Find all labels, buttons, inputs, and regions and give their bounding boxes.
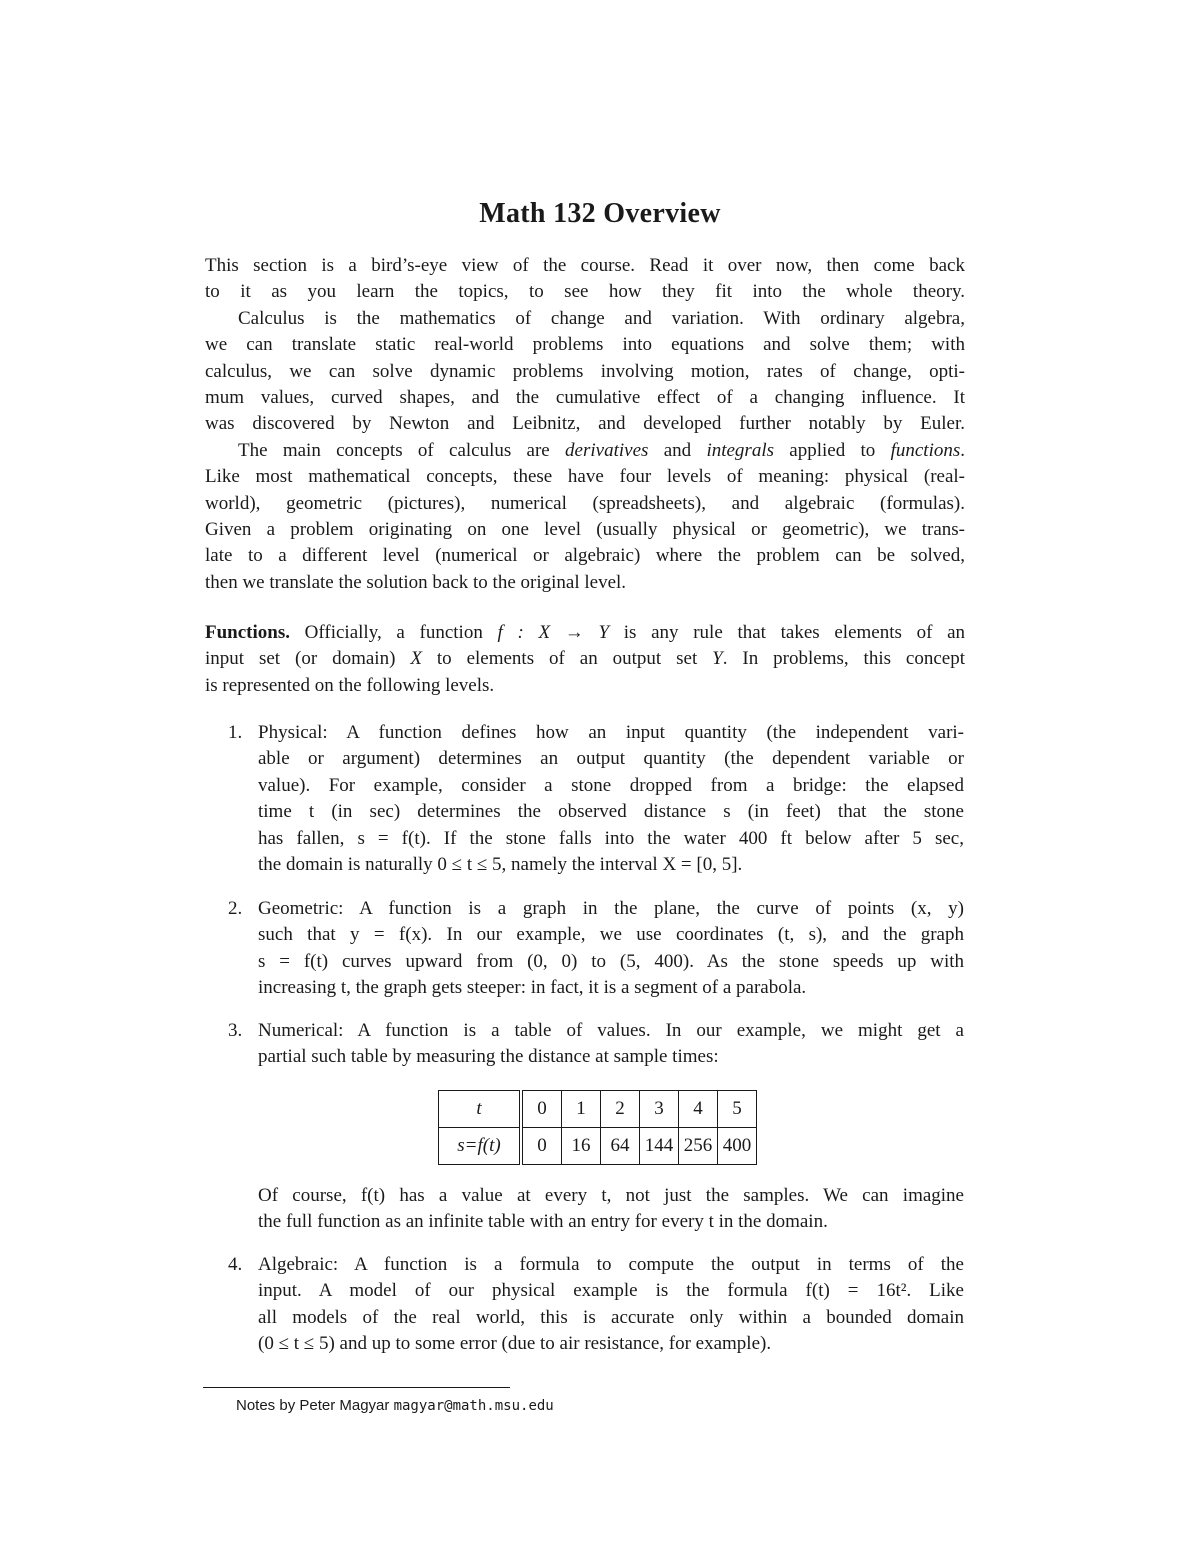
text-line: to it as you learn the topics, to see how they fit into the whole theory. (205, 281, 965, 303)
list-number: 1. (228, 722, 243, 743)
table-row (439, 1128, 757, 1165)
table-header-cell: t (439, 1091, 522, 1128)
list-number: 4. (228, 1254, 243, 1275)
math-function-signature: f : X → Y (497, 622, 610, 643)
list-item-body (258, 1018, 964, 1071)
text-span: applied to (774, 439, 891, 461)
term-derivatives: derivatives (565, 439, 649, 461)
text-line: input. A model of our physical example is the formula f(t) = 16t². Like (258, 1280, 964, 1302)
table-cell: 256 (679, 1128, 718, 1165)
text-line: (0 ≤ t ≤ 5) and up to some error (due to air resistance, for example). (258, 1333, 772, 1355)
footnote-email: magyar@math.msu.edu (393, 1398, 554, 1414)
table-cell: 0 (521, 1128, 562, 1165)
text-line (205, 438, 965, 464)
text-line: increasing t, the graph gets steeper: in fact, it is a segment of a parabola. (258, 977, 807, 999)
text-line: Geometric: A function is a graph in the plane, the curve of points (x, y) (258, 898, 964, 919)
table-cell: 4 (679, 1091, 718, 1128)
text-line: the domain is naturally 0 ≤ t ≤ 5, namely the interval X = [0, 5]. (258, 854, 743, 876)
text-line: was discovered by Newton and Leibnitz, and developed further notably by Euler. (205, 413, 965, 435)
text-span: input set (or domain) (205, 648, 411, 670)
text-line: Numerical: A function is a table of values. In our example, we might get a (258, 1020, 964, 1041)
text-line: time t (in sec) determines the observed distance s (in feet) that the stone (258, 801, 964, 823)
text-line: Like most mathematical concepts, these have four levels of meaning: physical (real- (205, 466, 965, 488)
table-cell: 2 (601, 1091, 640, 1128)
table-cell: 0 (521, 1091, 562, 1128)
table-cell: 1 (562, 1091, 601, 1128)
footnote (236, 1396, 554, 1416)
functions-heading: Functions. (205, 622, 290, 643)
math-Y: Y (712, 648, 723, 670)
text-line: Physical: A function defines how an input quantity (the independent vari- (258, 722, 964, 743)
table-row (439, 1091, 757, 1128)
text-line: we can translate static real-world problems into equations and solve them; with (205, 334, 965, 356)
text-line: able or argument) determines an output quantity (the dependent variable or (258, 748, 964, 770)
table-cell: 400 (718, 1128, 757, 1165)
text-line: then we translate the solution back to the original level. (205, 571, 627, 593)
text-span: . (960, 439, 966, 461)
text-line: late to a different level (numerical or algebraic) where the problem can be solved, (205, 545, 965, 567)
text-line: is represented on the following levels. (205, 674, 495, 696)
text-line (205, 646, 965, 672)
text-line (205, 620, 965, 646)
math-X: X (410, 648, 422, 670)
text-span: . In problems, this concept (722, 648, 965, 670)
text-line: Of course, f(t) has a value at every t, not just the samples. We can imagine (258, 1185, 964, 1206)
text-line: world), geometric (pictures), numerical (spreadsheets), and algebraic (formulas). (205, 492, 965, 514)
text-line: Algebraic: A function is a formula to compute the output in terms of the (258, 1254, 964, 1275)
intro-paragraph-2 (205, 306, 965, 438)
table-cell: 64 (601, 1128, 640, 1165)
term-functions: functions (890, 439, 961, 461)
text-line: value). For example, consider a stone dropped from a bridge: the elapsed (258, 774, 964, 796)
footnote-text: Notes by Peter Magyar (236, 1397, 394, 1414)
list-item-body (258, 1183, 964, 1236)
intro-section (205, 253, 965, 596)
functions-section (205, 620, 965, 699)
text-span: The main concepts of calculus are (238, 439, 566, 461)
table-cell: 5 (718, 1091, 757, 1128)
term-integrals: integrals (706, 439, 774, 461)
text-line: such that y = f(x). In our example, we use coordinates (t, s), and the graph (258, 924, 964, 946)
values-table (438, 1090, 757, 1165)
text-line: all models of the real world, this is accurate only within a bounded domain (258, 1306, 964, 1328)
text-line: has fallen, s = f(t). If the stone falls into the water 400 ft below after 5 sec, (258, 827, 964, 849)
table-header-cell: s=f(t) (439, 1128, 522, 1165)
table-cell: 144 (640, 1128, 679, 1165)
text-span: to elements of an output set (421, 648, 713, 670)
table-cell: 3 (640, 1091, 679, 1128)
table-cell: 16 (562, 1128, 601, 1165)
text-line: partial such table by measuring the distance at sample times: (258, 1046, 719, 1068)
text-line: the full function as an infinite table with an entry for every t in the domain. (258, 1211, 828, 1233)
text-span: is any rule that takes elements of an (609, 622, 966, 643)
text-span: Officially, a function (290, 622, 498, 643)
text-line: calculus, we can solve dynamic problems involving motion, rates of change, opti- (205, 360, 965, 382)
footnote-rule (203, 1387, 510, 1388)
list-number: 2. (228, 898, 243, 919)
list-item-body (258, 720, 964, 878)
list-item-body (258, 1252, 964, 1358)
text-line: mum values, curved shapes, and the cumulative effect of a changing influence. It (205, 387, 965, 409)
text-line: Calculus is the mathematics of change and variation. With ordinary algebra, (238, 307, 965, 329)
intro-paragraph-1 (205, 253, 965, 306)
list-number: 3. (228, 1020, 243, 1041)
list-item-body (258, 896, 964, 1002)
page-title: Math 132 Overview (479, 198, 721, 229)
text-line: s = f(t) curves upward from (0, 0) to (5, 400). As the stone speeds up with (258, 950, 964, 972)
intro-paragraph-3 (205, 438, 965, 596)
text-line: Given a problem originating on one level (usually physical or geometric), we trans- (205, 519, 965, 541)
text-span: and (648, 439, 707, 461)
text-line: This section is a bird’s-eye view of the course. Read it over now, then come back (205, 255, 965, 276)
